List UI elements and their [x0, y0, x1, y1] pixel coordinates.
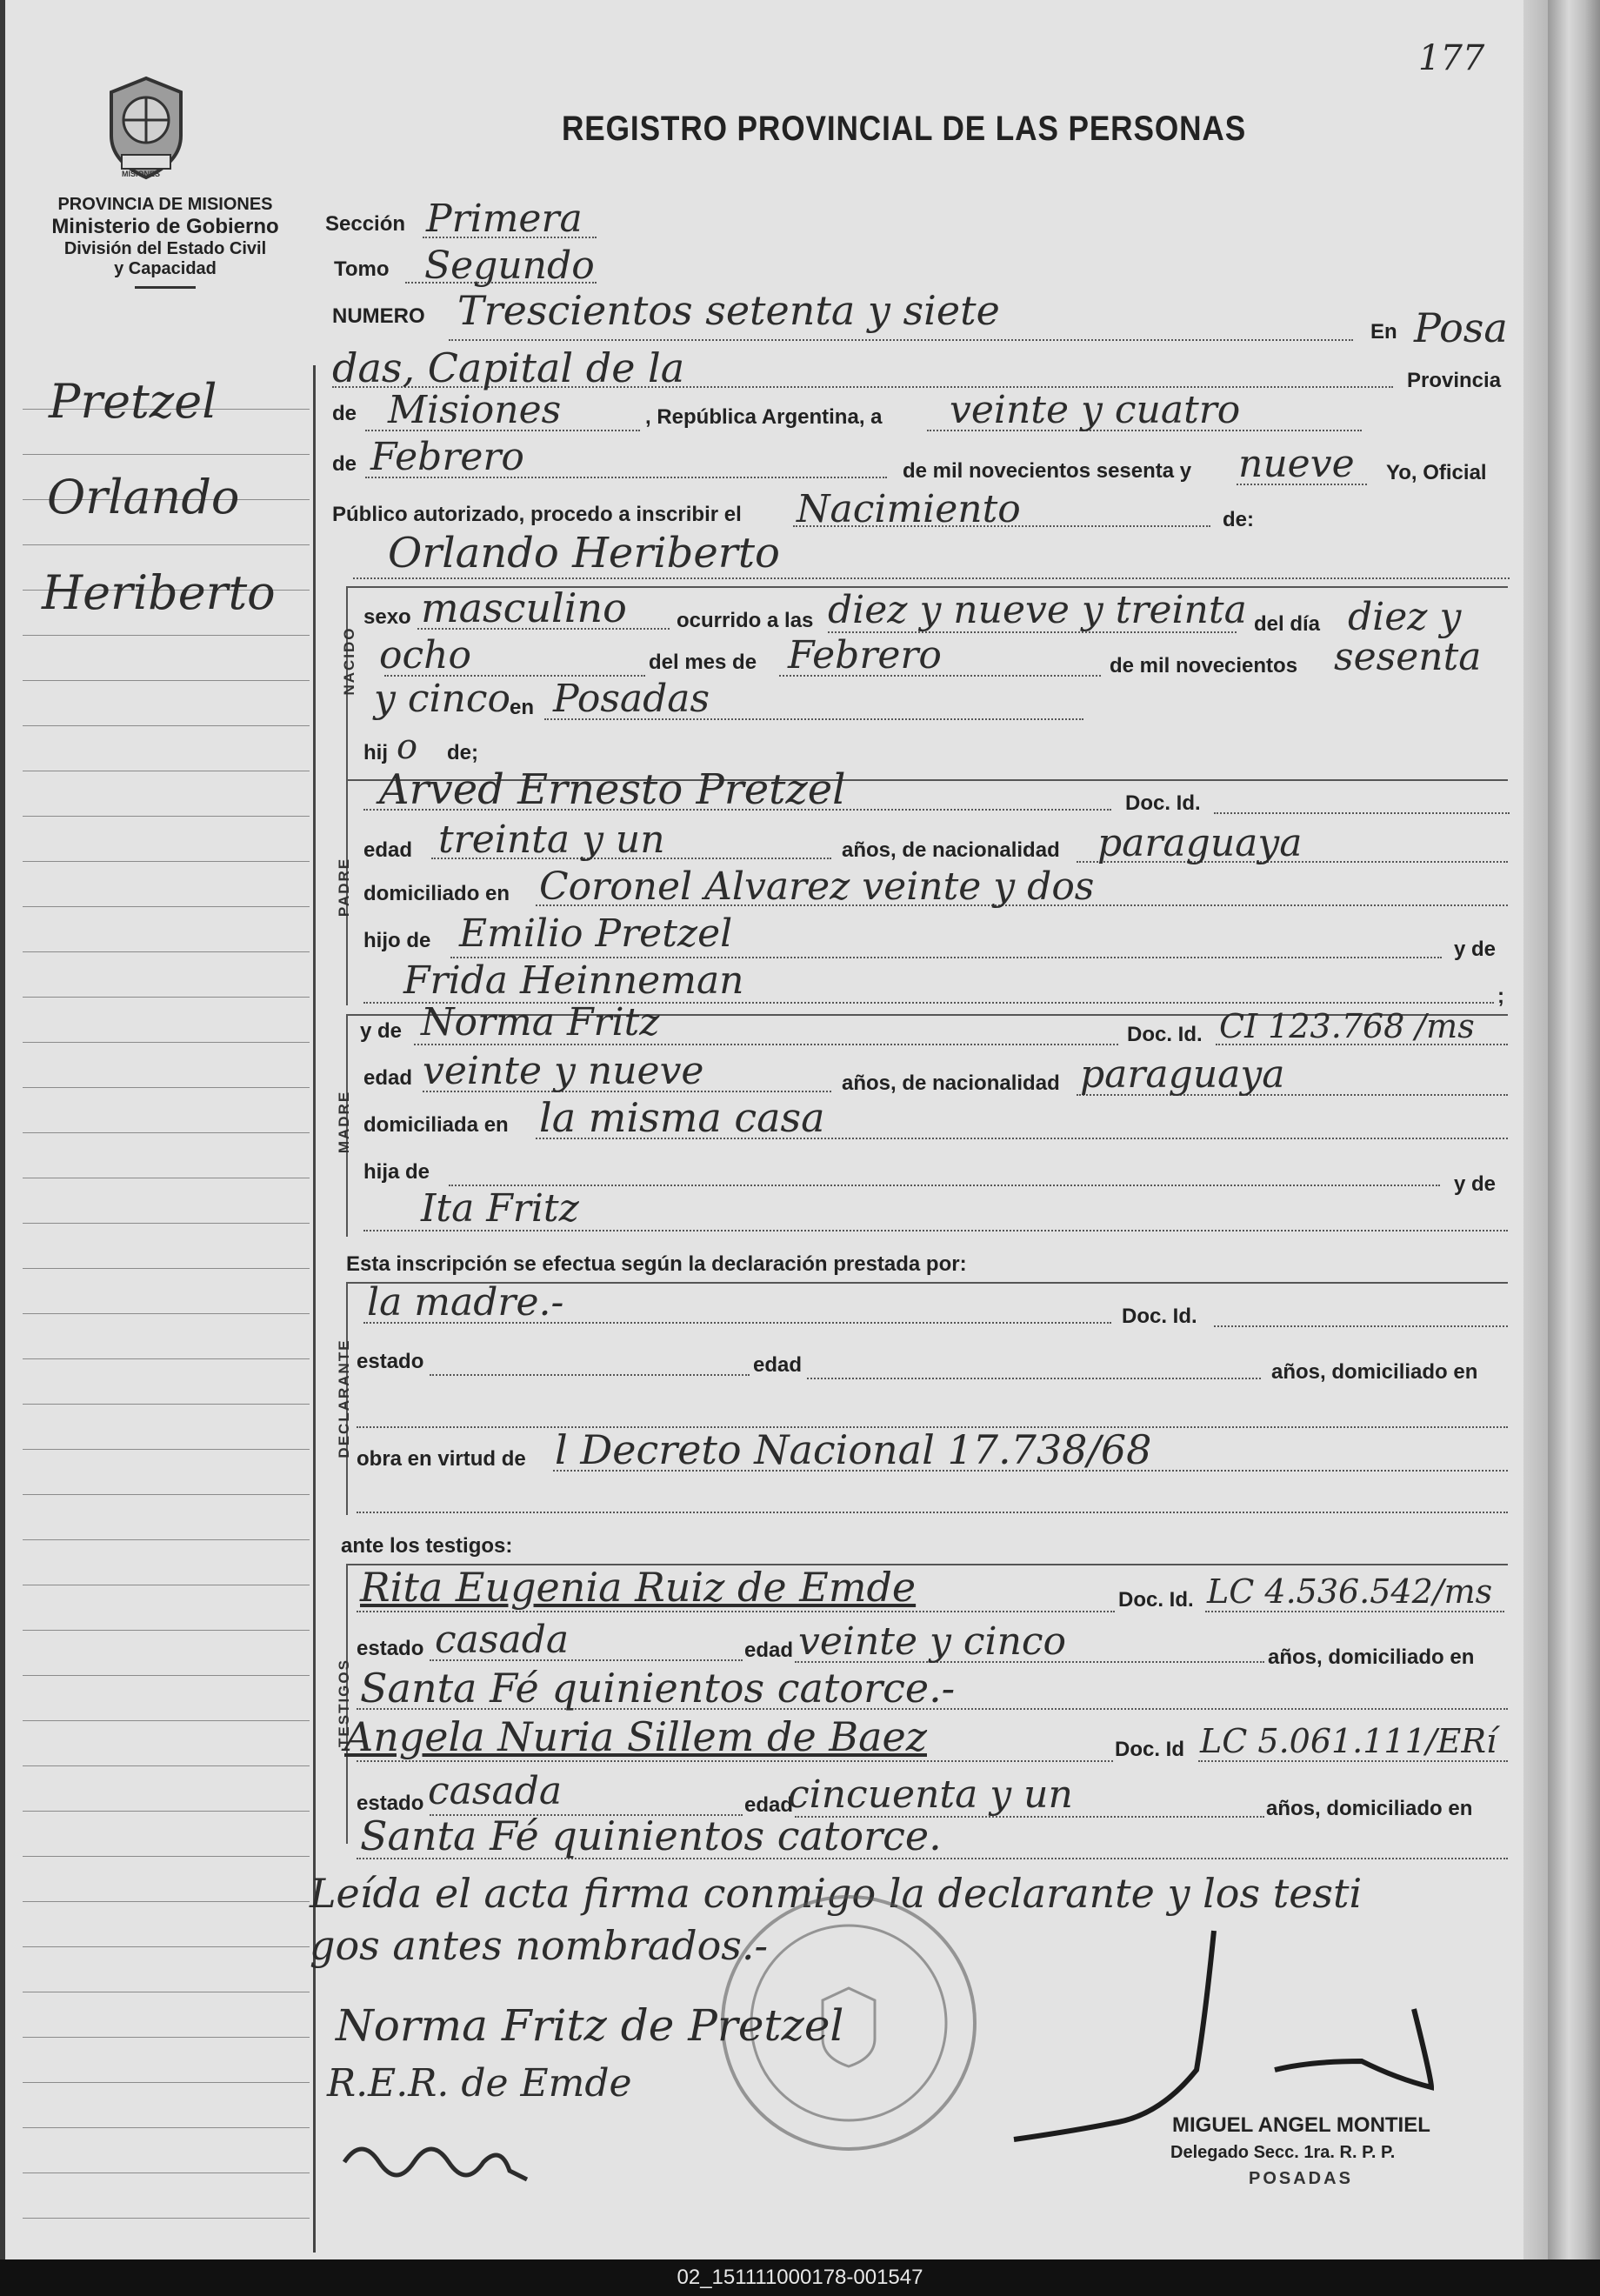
- numero-value: Trescientos setenta y siete: [457, 287, 1000, 334]
- republica-label: , República Argentina, a: [645, 405, 883, 429]
- page-number: 177: [1418, 38, 1485, 78]
- t2-doc-line: [1198, 1760, 1508, 1762]
- padre-dom-label: domiciliado en: [363, 882, 510, 905]
- coat-of-arms-seal: [103, 75, 190, 183]
- agency-capacity: y Capacidad: [114, 259, 217, 278]
- seccion-label: Sección: [325, 212, 406, 236]
- declarante-doc-label: Doc. Id.: [1122, 1305, 1197, 1328]
- declarante-side-label: DECLARANTE: [336, 1338, 352, 1458]
- t2-edad-value: cincuenta y un: [788, 1772, 1073, 1817]
- publico-label: Público autorizado, procedo a inscribir el: [332, 503, 742, 526]
- signature-witness-1: R.E.R. de Emde: [327, 2061, 632, 2106]
- nacido-side-label: NACIDO: [341, 626, 357, 696]
- margin-ruled-line: [23, 635, 310, 636]
- margin-ruled-line: [23, 1494, 310, 1495]
- declarante-intro-label: Esta inscripción se efectua según la declaración prestada por:: [346, 1252, 967, 1276]
- margin-ruled-line: [23, 906, 310, 907]
- madre-nac-value: paraguaya: [1080, 1052, 1285, 1097]
- de-label: de: [332, 402, 357, 425]
- declarante-extra-line: [357, 1512, 1508, 1513]
- madre-dom-value: la misma casa: [539, 1094, 825, 1141]
- padre-doc-line: [1214, 812, 1510, 814]
- declarante-doc-line: [1214, 1325, 1508, 1327]
- t1-nombre-line: [357, 1611, 1115, 1612]
- mes-label: del mes de: [649, 651, 757, 674]
- nombre-line: [353, 577, 1510, 579]
- madre-nombre-value: Norma Fritz: [421, 1000, 660, 1045]
- t1-doc-label: Doc. Id.: [1118, 1588, 1194, 1612]
- sexo-value: masculino: [421, 584, 627, 631]
- lugar-value: Posadas: [553, 677, 710, 721]
- padre-nac-label: años, de nacionalidad: [842, 838, 1060, 862]
- sexo-label: sexo: [363, 605, 411, 629]
- margin-ruled-line: [23, 861, 310, 862]
- madre-doc-value: CI 123.768 /ms: [1219, 1007, 1475, 1045]
- anio-value-cont: y cinco: [374, 677, 511, 721]
- t2-nombre-value: Angela Nuria Sillem de Baez: [344, 1713, 927, 1760]
- padre-edad-label: edad: [363, 838, 413, 862]
- margin-ruled-line: [23, 1675, 310, 1676]
- madre-hija-label: hija de: [363, 1160, 430, 1184]
- image-caption: 02_151111000178-001547: [0, 2259, 1600, 2296]
- declarante-estado-label: estado: [357, 1350, 424, 1373]
- margin-ruled-line: [23, 1946, 310, 1947]
- mil-label: de mil novecientos sesenta y: [903, 459, 1192, 483]
- seal-ribbon-text: MISIONES: [122, 170, 161, 178]
- t2-doc-value: LC 5.061.111/ERí: [1200, 1722, 1497, 1760]
- declarante-edad-line: [807, 1378, 1261, 1379]
- t1-edad-value: veinte y cinco: [798, 1619, 1067, 1664]
- agency-ministry: Ministerio de Gobierno: [51, 215, 279, 238]
- madre-edad-label: edad: [363, 1066, 413, 1090]
- official-title: Delegado Secc. 1ra. R. P. P.: [1170, 2143, 1396, 2162]
- padre-nac-value: paraguaya: [1097, 821, 1303, 865]
- register-page: [5, 0, 1548, 2259]
- t2-doc-label: Doc. Id: [1115, 1738, 1185, 1761]
- declarante-edad-label: edad: [753, 1353, 803, 1377]
- page-title: REGISTRO PROVINCIAL DE LAS PERSONAS: [562, 110, 1247, 148]
- t1-estado-label: estado: [357, 1637, 424, 1660]
- margin-ruled-line: [23, 2082, 310, 2083]
- ocurrido-label: ocurrido a las: [677, 609, 814, 632]
- margin-ruled-line: [23, 725, 310, 726]
- padre-yde-label: y de: [1454, 938, 1497, 961]
- padre-nombre-value: Arved Ernesto Pretzel: [379, 765, 846, 814]
- margin-ruled-line: [23, 454, 310, 455]
- anio-value: sesenta: [1334, 635, 1482, 679]
- seccion-value: Primera: [426, 197, 583, 241]
- margin-ruled-line: [23, 1765, 310, 1766]
- padre-madre-value: Frida Heinneman: [403, 958, 744, 1003]
- agency-province: PROVINCIA DE MISIONES: [57, 195, 273, 214]
- margin-ruled-line: [23, 1901, 310, 1902]
- en-value: Posa: [1414, 304, 1508, 351]
- agency-divider: [135, 286, 196, 289]
- margin-ruled-line: [23, 997, 310, 998]
- margin-ruled-line: [23, 1223, 310, 1224]
- tomo-label: Tomo: [334, 257, 390, 281]
- madre-hija-line: [449, 1185, 1440, 1186]
- yo-label: Yo, Oficial: [1386, 461, 1487, 484]
- dia-value: diez y: [1348, 595, 1462, 639]
- margin-ruled-line: [23, 1539, 310, 1540]
- declarante-obra-label: obra en virtud de: [357, 1447, 526, 1471]
- padre-hijo-label: hijo de: [363, 929, 431, 952]
- padre-side-label: PADRE: [336, 857, 352, 918]
- t2-edad-label: edad: [744, 1793, 794, 1817]
- margin-ruled-line: [23, 1132, 310, 1133]
- madre-side-label: MADRE: [336, 1090, 352, 1154]
- t1-doc-line: [1205, 1611, 1504, 1612]
- book-binding-edge: [1548, 0, 1600, 2259]
- margin-surname: Pretzel: [49, 374, 217, 429]
- declarante-anos-label: años, domiciliado en: [1271, 1360, 1478, 1384]
- margin-ruled-line: [23, 1630, 310, 1631]
- hij-value: o: [397, 727, 418, 767]
- testigos-side-label: TESTIGOS: [336, 1659, 352, 1747]
- margin-ruled-line: [23, 2127, 310, 2128]
- madre-dom-label: domiciliada en: [363, 1113, 509, 1137]
- de-value: Misiones: [388, 388, 562, 432]
- date-value: veinte y cuatro: [950, 388, 1241, 432]
- t1-edad-label: edad: [744, 1639, 794, 1662]
- en-label: En: [1370, 320, 1397, 344]
- hij-de-label: de;: [447, 741, 478, 764]
- madre-yde-label: y de: [360, 1019, 403, 1043]
- margin-ruled-line: [23, 1042, 310, 1043]
- hij-label: hij: [363, 741, 388, 764]
- signature-witness-2-scrawl: [336, 2127, 562, 2197]
- de2-label: de: [332, 452, 357, 476]
- t2-anos-label: años, domiciliado en: [1266, 1797, 1473, 1820]
- nombre-value: Orlando Heriberto: [388, 529, 780, 577]
- declarante-nombre-value: la madre.-: [367, 1280, 564, 1325]
- madre-edad-value: veinte y nueve: [423, 1049, 704, 1093]
- agency-block: [17, 195, 313, 289]
- margin-first-name: Orlando: [47, 470, 240, 524]
- de3-label: de:: [1223, 508, 1254, 531]
- hora-value: diez y nueve y treinta: [828, 588, 1247, 632]
- place-value: das, Capital de la: [332, 344, 685, 391]
- margin-ruled-line: [23, 1268, 310, 1269]
- padre-doc-label: Doc. Id.: [1125, 791, 1201, 815]
- provincia-label: Provincia: [1407, 369, 1502, 392]
- tomo-value: Segundo: [424, 244, 595, 288]
- closing-line-2: gos antes nombrados.-: [310, 1922, 769, 1969]
- madre-madre-value: Ita Fritz: [421, 1186, 579, 1231]
- t2-nombre-line: [357, 1760, 1113, 1762]
- margin-ruled-line: [23, 2218, 310, 2219]
- margin-ruled-line: [23, 1087, 310, 1088]
- margin-ruled-line: [23, 680, 310, 681]
- margin-ruled-line: [23, 1404, 310, 1405]
- year-value: nueve: [1238, 442, 1355, 486]
- margin-ruled-line: [23, 1856, 310, 1857]
- dia-label: del día: [1254, 612, 1321, 636]
- t1-anos-label: años, domiciliado en: [1268, 1645, 1475, 1669]
- signature-declarante: Norma Fritz de Pretzel: [336, 2000, 844, 2051]
- padre-edad-value: treinta y un: [438, 818, 665, 862]
- padre-hijo-value: Emilio Pretzel: [459, 911, 733, 956]
- margin-ruled-line: [23, 951, 310, 952]
- t1-nombre-value: Rita Eugenia Ruiz de Emde: [360, 1564, 917, 1611]
- padre-semicolon: ;: [1497, 984, 1504, 1008]
- closing-line-1: Leída el acta firma conmigo la declarante y los testi: [310, 1870, 1363, 1917]
- page-gutter: [1523, 0, 1548, 2259]
- margin-ruled-line: [23, 1811, 310, 1812]
- en-lugar-label: en: [510, 696, 535, 719]
- official-place: POSADAS: [1249, 2169, 1353, 2188]
- official-name: MIGUEL ANGEL MONTIEL: [1172, 2113, 1430, 2137]
- padre-dom-value: Coronel Alvarez veinte y dos: [539, 864, 1095, 909]
- acto-value: Nacimiento: [797, 487, 1021, 531]
- month-value: Febrero: [370, 435, 524, 479]
- declarante-obra-value: l Decreto Nacional 17.738/68: [555, 1426, 1152, 1473]
- margin-ruled-line: [23, 816, 310, 817]
- margin-ruled-line: [23, 544, 310, 545]
- agency-division: División del Estado Civil: [63, 239, 267, 258]
- madre-yde2-label: y de: [1454, 1172, 1497, 1196]
- margin-ruled-line: [23, 1720, 310, 1721]
- margin-ruled-line: [23, 2037, 310, 2038]
- margin-ruled-line: [23, 1449, 310, 1450]
- t1-doc-value: LC 4.536.542/ms: [1207, 1572, 1493, 1611]
- dia-value-cont: ocho: [379, 633, 471, 677]
- margin-second-name: Heriberto: [42, 565, 276, 620]
- left-margin-column: [17, 365, 316, 2253]
- t2-estado-label: estado: [357, 1792, 424, 1815]
- t1-dom-value: Santa Fé quinientos catorce.-: [360, 1665, 956, 1712]
- margin-ruled-line: [23, 1358, 310, 1359]
- mes-value: Febrero: [788, 633, 942, 677]
- margin-ruled-line: [23, 1313, 310, 1314]
- mil-nov-label: de mil novecientos: [1110, 654, 1298, 677]
- t1-estado-value: casada: [435, 1618, 570, 1662]
- t2-dom-value: Santa Fé quinientos catorce.: [360, 1812, 942, 1859]
- declarante-estado-line: [430, 1374, 750, 1376]
- numero-label: NUMERO: [332, 304, 425, 328]
- numero-line: [449, 339, 1353, 341]
- madre-doc-label: Doc. Id.: [1127, 1023, 1203, 1046]
- t2-estado-value: casada: [428, 1769, 563, 1813]
- madre-nac-label: años, de nacionalidad: [842, 1071, 1060, 1095]
- testigos-intro-label: ante los testigos:: [341, 1534, 513, 1558]
